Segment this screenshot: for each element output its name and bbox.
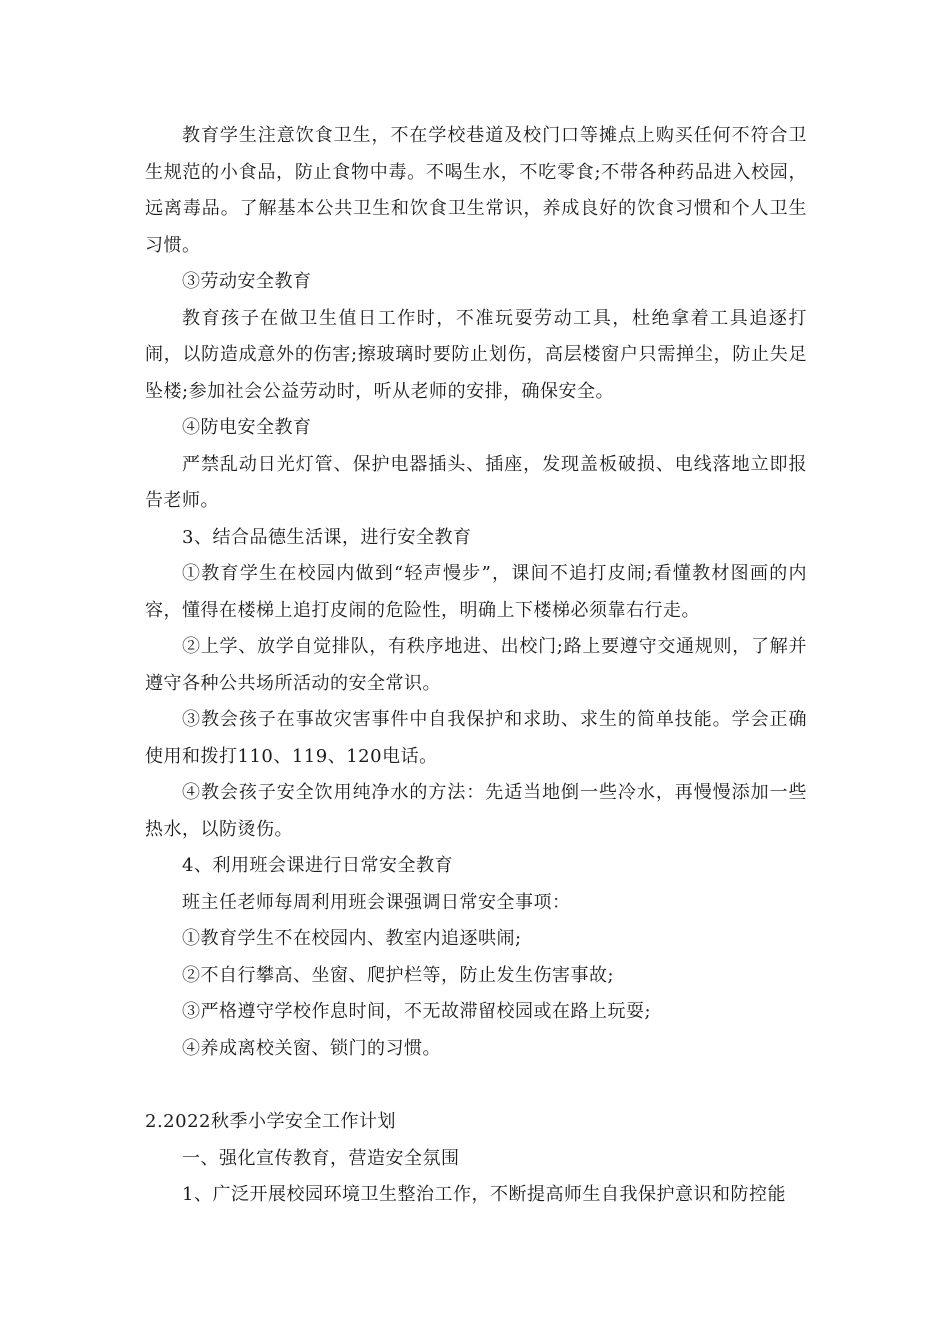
section-heading: 2.2022秋季小学安全工作计划 xyxy=(145,1111,396,1132)
paragraph: 班主任老师每周利用班会课强调日常安全事项： xyxy=(182,891,571,913)
document-page xyxy=(145,118,807,1214)
paragraph: 一、强化宣传教育，营造安全氛围 xyxy=(182,1147,460,1169)
paragraph: 1、广泛开展校园环境卫生整治工作，不断提高师生自我保护意识和防控能 xyxy=(182,1184,786,1205)
section-gap xyxy=(145,1067,807,1104)
paragraph: 3、结合品德生活课，进行安全教育 xyxy=(182,526,472,548)
paragraph: ①教育学生在校园内做到“轻声慢步”，课间不追打皮闹;看懂教材图画的内容，懂得在楼梯上追打皮闹的危险性，明确上下楼梯必须靠右行走。 xyxy=(145,563,807,621)
paragraph: ④教会孩子安全饮用纯净水的方法：先适当地倒一些冷水，再慢慢添加一些热水，以防烫伤。 xyxy=(145,782,807,840)
paragraph: 4、利用班会课进行日常安全教育 xyxy=(182,855,453,876)
paragraph: ③严格遵守学校作息时间，不无故滞留校园或在路上玩耍; xyxy=(182,1001,652,1022)
paragraph: ③劳动安全教育 xyxy=(182,271,312,292)
paragraph: 严禁乱动日光灯管、保护电器插头、插座，发现盖板破损、电线落地立即报告老师。 xyxy=(145,453,807,511)
paragraph: ③教会孩子在事故灾害事件中自我保护和求助、求生的简单技能。学会正确使用和拨打110、119、120电话。 xyxy=(145,709,807,767)
paragraph: ②不自行攀高、坐窗、爬护栏等，防止发生伤害事故; xyxy=(182,964,615,986)
paragraph: ④防电安全教育 xyxy=(182,417,312,438)
paragraph: ④养成离校关窗、锁门的习惯。 xyxy=(182,1037,441,1059)
paragraph: 教育孩子在做卫生值日工作时，不准玩耍劳动工具，杜绝拿着工具追逐打闹，以防造成意外的伤害;擦玻璃时要防止划伤，高层楼窗户只需掸尘，防止失足坠楼;参加社会公益劳动时，听从老师的安排，确保安全。 xyxy=(145,307,807,402)
paragraph: ①教育学生不在校园内、教室内追逐哄闹; xyxy=(182,928,522,949)
paragraph: 教育学生注意饮食卫生，不在学校巷道及校门口等摊点上购买任何不符合卫生规范的小食品，防止食物中毒。不喝生水，不吃零食;不带各种药品进入校园，远离毒品。了解基本公共卫生和饮食卫生常识，养成良好的饮食习惯和个人卫生习惯。 xyxy=(145,125,807,256)
paragraph: ②上学、放学自觉排队，有秩序地进、出校门;路上要遵守交通规则，了解并遵守各种公共场所活动的安全常识。 xyxy=(145,636,807,694)
